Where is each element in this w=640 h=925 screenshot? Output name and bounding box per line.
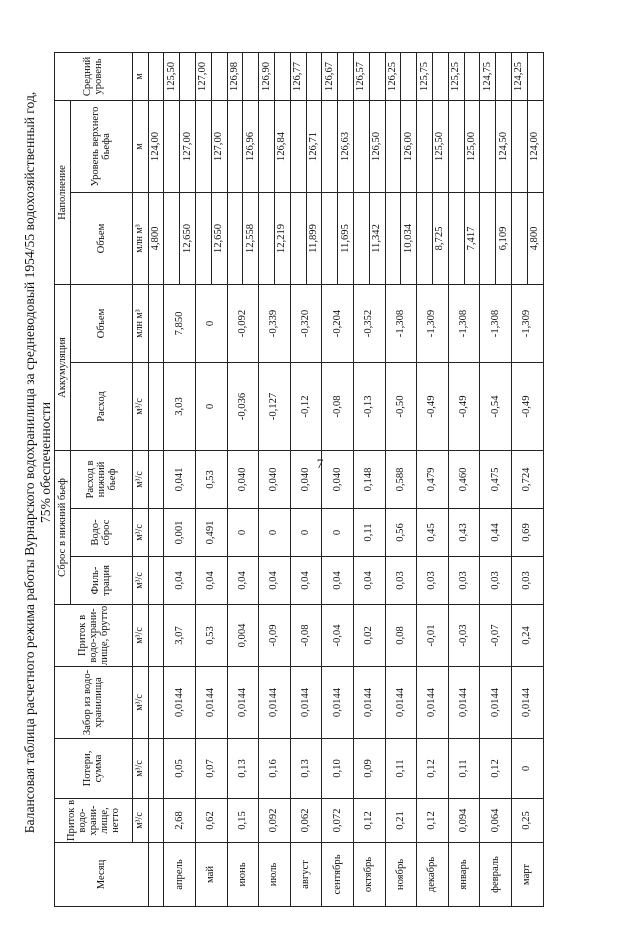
unit-spillway: м³/с (132, 509, 148, 557)
fill-volume-cell: 11,899 (306, 193, 322, 285)
inflow-gross-cell: 0,53 (195, 605, 227, 667)
spillway-cell: 0 (290, 509, 322, 557)
acc-flow-cell: -0,127 (259, 363, 291, 451)
inflow-net-cell: 0,12 (353, 799, 385, 843)
acc-volume-cell: -0,320 (290, 285, 322, 363)
title-line-1: Балансовая таблица расчетного режима работы Вурнарского водохранилища за средневодовый 1954/55 водохозяйственный год, (22, 91, 37, 834)
inflow-gross-cell: -0,09 (259, 605, 291, 667)
intake-cell: 0,0144 (195, 667, 227, 739)
discharge-flow-cell: 0,588 (385, 451, 417, 509)
acc-volume-cell: -0,339 (259, 285, 291, 363)
mean-level-cell: 127,00 (195, 53, 211, 101)
start-fill-volume: 4,800 (148, 193, 164, 285)
fill-volume-cell: 7,417 (464, 193, 480, 285)
document-title (22, 6, 54, 919)
losses-cell: 0,10 (322, 739, 354, 799)
upper-level-cell: 126,96 (243, 101, 259, 193)
upper-level-cell: 125,50 (432, 101, 448, 193)
header-filling-group: Наполнение (55, 101, 71, 285)
acc-flow-cell: -0,49 (417, 363, 449, 451)
losses-cell: 0,12 (480, 739, 512, 799)
spillway-cell: 0 (227, 509, 259, 557)
acc-volume-cell: -0,204 (322, 285, 354, 363)
unit-mean-level: м (132, 53, 148, 101)
filtration-cell: 0,04 (227, 557, 259, 605)
header-row-groups (55, 53, 71, 907)
header-acc-volume: Объем (70, 285, 132, 363)
losses-cell: 0,16 (259, 739, 291, 799)
unit-acc-flow: м³/с (132, 363, 148, 451)
header-inflow-net: Приток в водо-храни-лище, нетто (55, 799, 133, 843)
acc-volume-cell: -1,308 (385, 285, 417, 363)
intake-cell: 0,0144 (227, 667, 259, 739)
discharge-flow-cell: 0,148 (353, 451, 385, 509)
month-row (227, 53, 243, 907)
filtration-cell: 0,03 (480, 557, 512, 605)
start-values-row (148, 53, 164, 907)
inflow-net-cell: 0,12 (417, 799, 449, 843)
filtration-cell: 0,03 (417, 557, 449, 605)
header-accumulation-group: Аккумуляция (55, 285, 71, 451)
fill-volume-cell: 6,109 (496, 193, 512, 285)
month-cell: декабрь (417, 843, 449, 907)
upper-level-cell: 125,00 (464, 101, 480, 193)
spillway-cell: 0,45 (417, 509, 449, 557)
header-acc-flow: Расход (70, 363, 132, 451)
mean-level-cell: 126,67 (322, 53, 338, 101)
discharge-flow-cell: 0,040 (290, 451, 322, 509)
start-upper-level: 124,00 (148, 101, 164, 193)
spillway-cell: 0,69 (511, 509, 543, 557)
inflow-gross-cell: 0,08 (385, 605, 417, 667)
acc-flow-cell: 3,03 (164, 363, 196, 451)
discharge-flow-cell: 0,040 (227, 451, 259, 509)
header-mean-level: Средний уровень (55, 53, 133, 101)
intake-cell: 0,0144 (353, 667, 385, 739)
fill-volume-cell: 10,034 (401, 193, 417, 285)
acc-volume-cell: -1,309 (511, 285, 543, 363)
spillway-cell: 0,43 (448, 509, 480, 557)
filtration-cell: 0,03 (448, 557, 480, 605)
inflow-gross-cell: 0,24 (511, 605, 543, 667)
losses-cell: 0,13 (227, 739, 259, 799)
mean-level-cell: 126,25 (385, 53, 401, 101)
mean-level-cell: 125,50 (164, 53, 180, 101)
unit-losses: м³/с (132, 739, 148, 799)
inflow-net-cell: 0,62 (195, 799, 227, 843)
upper-level-cell: 126,63 (338, 101, 354, 193)
intake-cell: 0,0144 (385, 667, 417, 739)
month-row (322, 53, 338, 907)
acc-volume-cell: -1,308 (480, 285, 512, 363)
inflow-net-cell: 0,21 (385, 799, 417, 843)
month-row (385, 53, 401, 907)
losses-cell: 0 (511, 739, 543, 799)
intake-cell: 0,0144 (448, 667, 480, 739)
mean-level-cell: 126,90 (259, 53, 275, 101)
intake-cell: 0,0144 (259, 667, 291, 739)
discharge-flow-cell: 0,041 (164, 451, 196, 509)
mean-level-cell: 125,75 (417, 53, 433, 101)
header-fill-volume: Объем (70, 193, 132, 285)
fill-volume-cell: 4,800 (527, 193, 543, 285)
header-inflow-gross: Приток в водо-храни-лище, брутто (55, 605, 133, 667)
header-month: Месяц (55, 843, 149, 907)
fill-volume-cell: 8,725 (432, 193, 448, 285)
upper-level-cell: 127,00 (180, 101, 196, 193)
upper-level-cell: 126,00 (401, 101, 417, 193)
month-cell: сентябрь (322, 843, 354, 907)
acc-flow-cell: -0,49 (511, 363, 543, 451)
month-cell: апрель (164, 843, 196, 907)
acc-flow-cell: -0,49 (448, 363, 480, 451)
fill-volume-cell: 12,650 (211, 193, 227, 285)
month-cell: февраль (480, 843, 512, 907)
acc-volume-cell: 0 (195, 285, 227, 363)
acc-flow-cell: 0 (195, 363, 227, 451)
inflow-gross-cell: -0,04 (322, 605, 354, 667)
upper-level-cell: 124,00 (527, 101, 543, 193)
intake-cell: 0,0144 (290, 667, 322, 739)
discharge-flow-cell: 0,479 (417, 451, 449, 509)
units-row (132, 53, 148, 907)
losses-cell: 0,05 (164, 739, 196, 799)
filtration-cell: 0,03 (511, 557, 543, 605)
filtration-cell: 0,04 (322, 557, 354, 605)
mean-level-cell: 126,77 (290, 53, 306, 101)
discharge-flow-cell: 0,53 (195, 451, 227, 509)
intake-cell: 0,0144 (511, 667, 543, 739)
month-row (290, 53, 306, 907)
month-row (448, 53, 464, 907)
losses-cell: 0,12 (417, 739, 449, 799)
inflow-gross-cell: -0,03 (448, 605, 480, 667)
month-row (480, 53, 496, 907)
inflow-net-cell: 0,062 (290, 799, 322, 843)
month-row (511, 53, 527, 907)
acc-flow-cell: -0,036 (227, 363, 259, 451)
unit-acc-volume: млн м³ (132, 285, 148, 363)
month-row (259, 53, 275, 907)
mean-level-cell: 125,25 (448, 53, 464, 101)
upper-level-cell: 127,00 (211, 101, 227, 193)
upper-level-cell: 126,71 (306, 101, 322, 193)
month-cell: август (290, 843, 322, 907)
month-cell: март (511, 843, 543, 907)
filtration-cell: 0,04 (164, 557, 196, 605)
fill-volume-cell: 12,558 (243, 193, 259, 285)
filtration-cell: 0,03 (385, 557, 417, 605)
discharge-flow-cell: 0,724 (511, 451, 543, 509)
fill-volume-cell: 12,650 (180, 193, 196, 285)
intake-cell: 0,0144 (417, 667, 449, 739)
acc-volume-cell: -0,092 (227, 285, 259, 363)
inflow-net-cell: 0,092 (259, 799, 291, 843)
filtration-cell: 0,04 (259, 557, 291, 605)
inflow-gross-cell: 0,004 (227, 605, 259, 667)
acc-flow-cell: -0,50 (385, 363, 417, 451)
intake-cell: 0,0144 (164, 667, 196, 739)
inflow-net-cell: 0,072 (322, 799, 354, 843)
inflow-gross-cell: -0,08 (290, 605, 322, 667)
spillway-cell: 0,56 (385, 509, 417, 557)
filtration-cell: 0,04 (290, 557, 322, 605)
intake-cell: 0,0144 (322, 667, 354, 739)
title-line-2: 75% обеспеченности (38, 401, 53, 524)
inflow-net-cell: 0,094 (448, 799, 480, 843)
header-spillway: Водо-сброс (70, 509, 132, 557)
inflow-gross-cell: -0,01 (417, 605, 449, 667)
unit-inflow-net: м³/с (132, 799, 148, 843)
inflow-gross-cell: -0,07 (480, 605, 512, 667)
fill-volume-cell: 11,695 (338, 193, 354, 285)
acc-flow-cell: -0,08 (322, 363, 354, 451)
inflow-gross-cell: 0,02 (353, 605, 385, 667)
discharge-flow-cell: 0,040 (322, 451, 354, 509)
mean-level-cell: 124,75 (480, 53, 496, 101)
inflow-net-cell: 0,25 (511, 799, 543, 843)
spillway-cell: 0 (322, 509, 354, 557)
fill-volume-cell: 11,342 (369, 193, 385, 285)
mean-level-cell: 126,98 (227, 53, 243, 101)
inflow-net-cell: 2,68 (164, 799, 196, 843)
unit-discharge-flow: м³/с (132, 451, 148, 509)
acc-flow-cell: -0,13 (353, 363, 385, 451)
acc-volume-cell: -0,352 (353, 285, 385, 363)
spillway-cell: 0,491 (195, 509, 227, 557)
upper-level-cell: 126,84 (274, 101, 290, 193)
losses-cell: 0,13 (290, 739, 322, 799)
month-row (164, 53, 180, 907)
inflow-net-cell: 0,15 (227, 799, 259, 843)
fill-volume-cell: 12,219 (274, 193, 290, 285)
acc-flow-cell: -0,12 (290, 363, 322, 451)
header-upper-level: Уровень верхнего бьефа (70, 101, 132, 193)
unit-filtration: м³/с (132, 557, 148, 605)
acc-flow-cell: -0,54 (480, 363, 512, 451)
month-cell: октябрь (353, 843, 385, 907)
balance-table (54, 52, 544, 907)
spillway-cell: 0,11 (353, 509, 385, 557)
upper-level-cell: 124,50 (496, 101, 512, 193)
header-discharge-flow: Расход в нижний бьеф (70, 451, 132, 509)
upper-level-cell: 126,50 (369, 101, 385, 193)
discharge-flow-cell: 0,460 (448, 451, 480, 509)
mean-level-cell: 124,25 (511, 53, 527, 101)
filtration-cell: 0,04 (353, 557, 385, 605)
month-cell: июнь (227, 843, 259, 907)
header-discharge-group: Сброс в нижний бьеф (55, 451, 71, 605)
unit-inflow-gross: м³/с (132, 605, 148, 667)
losses-cell: 0,09 (353, 739, 385, 799)
discharge-flow-cell: 0,475 (480, 451, 512, 509)
header-filtration: Филь-трация (70, 557, 132, 605)
unit-intake: м³/с (132, 667, 148, 739)
filtration-cell: 0,04 (195, 557, 227, 605)
month-row (353, 53, 369, 907)
spillway-cell: 0 (259, 509, 291, 557)
losses-cell: 0,07 (195, 739, 227, 799)
header-losses: Потери, сумма (55, 739, 133, 799)
discharge-flow-cell: 0,040 (259, 451, 291, 509)
losses-cell: 0,11 (448, 739, 480, 799)
month-row (417, 53, 433, 907)
header-intake: Забор из водо-хранилища (55, 667, 133, 739)
acc-volume-cell: 7,850 (164, 285, 196, 363)
inflow-gross-cell: 3,07 (164, 605, 196, 667)
intake-cell: 0,0144 (480, 667, 512, 739)
mean-level-cell: 126,57 (353, 53, 369, 101)
month-cell: ноябрь (385, 843, 417, 907)
acc-volume-cell: -1,308 (448, 285, 480, 363)
month-cell: январь (448, 843, 480, 907)
inflow-net-cell: 0,064 (480, 799, 512, 843)
unit-upper-level: м (132, 101, 148, 193)
spillway-cell: 0,001 (164, 509, 196, 557)
spillway-cell: 0,44 (480, 509, 512, 557)
month-cell: июль (259, 843, 291, 907)
unit-fill-volume: млн м³ (132, 193, 148, 285)
losses-cell: 0,11 (385, 739, 417, 799)
acc-volume-cell: -1,309 (417, 285, 449, 363)
month-row (195, 53, 211, 907)
page-number: 7 (316, 456, 324, 471)
month-cell: май (195, 843, 227, 907)
